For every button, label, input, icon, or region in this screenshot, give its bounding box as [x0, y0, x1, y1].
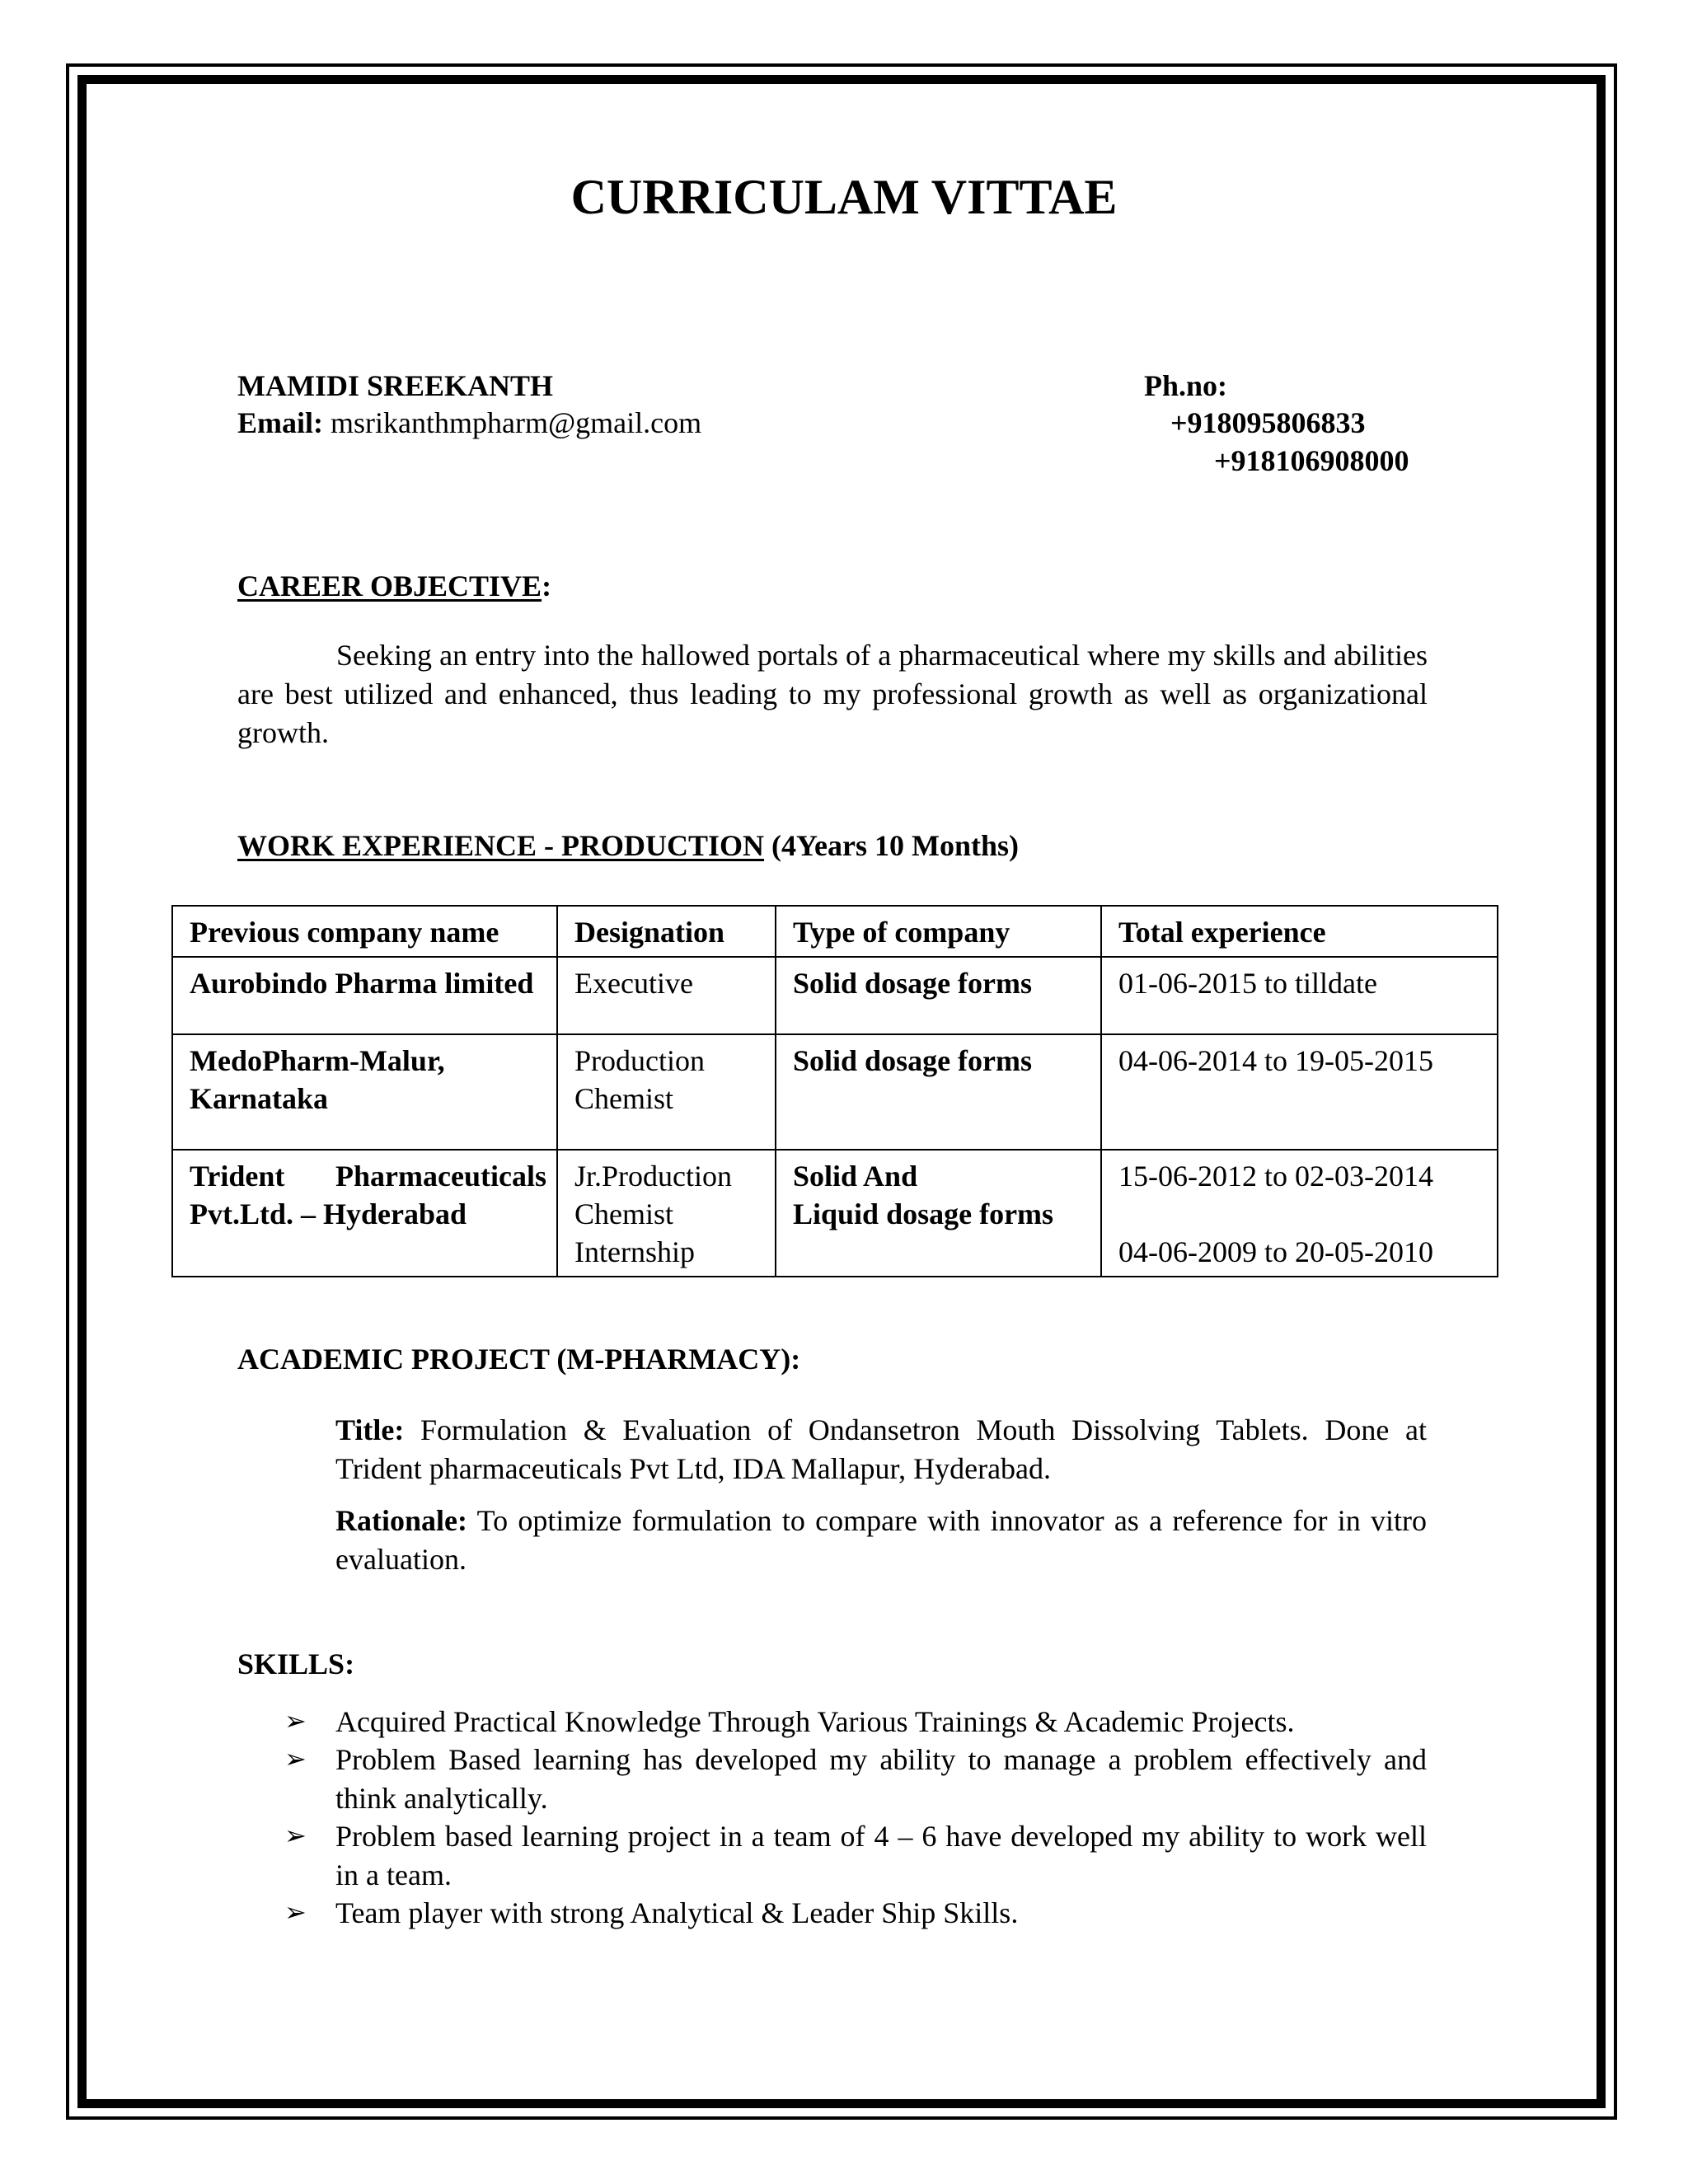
academic-project-title [335, 1411, 1427, 1488]
type-line: Liquid dosage forms [793, 1197, 1054, 1230]
academic-project-rationale [335, 1502, 1427, 1579]
designation-line: Chemist [574, 1197, 674, 1230]
career-objective-text: Seeking an entry into the hallowed portals of a pharmaceutical where my skills and abilities are best utilized and enhanced, thus leading to my professional growth as well as organizational growth. [237, 639, 1428, 749]
designation-line: Production [574, 1044, 705, 1077]
skill-item: Team player with strong Analytical & Leader Ship Skills. [335, 1896, 1019, 1929]
designation-cell: Executive [557, 957, 776, 1034]
document-title: CURRICULAM VITTAE [570, 170, 1118, 224]
bullet-arrow-icon: ➢ [284, 1821, 307, 1850]
experience-line: 04-06-2009 to 20-05-2010 [1118, 1235, 1433, 1268]
designation-line: Internship [574, 1235, 695, 1268]
company-cell: Aurobindo Pharma limited [172, 957, 557, 1034]
email-address: msrikanthmpharm@gmail.com [331, 406, 702, 439]
experience-cell: 04-06-2014 to 19-05-2015 [1101, 1034, 1498, 1150]
company-line: Pvt.Ltd. – Hyderabad [190, 1197, 467, 1230]
company-line: Karnataka [190, 1082, 329, 1115]
academic-project-heading: ACADEMIC PROJECT (M-PHARMACY): [237, 1343, 801, 1376]
career-objective-heading [237, 569, 551, 603]
career-objective-heading-text: CAREER OBJECTIVE [237, 569, 542, 602]
column-header-company: Previous company name [172, 906, 557, 957]
column-header-experience: Total experience [1101, 906, 1498, 957]
type-line: Solid And [793, 1160, 918, 1193]
bullet-arrow-icon: ➢ [284, 1706, 307, 1736]
phone-number-1: +918095806833 [1170, 406, 1366, 439]
email-line [237, 405, 701, 440]
designation-cell [557, 1034, 776, 1150]
skill-item: Problem Based learning has developed my ability to manage a problem effectively and think analytically. [335, 1743, 1427, 1815]
project-title-text: Formulation & Evaluation of Ondansetron Mouth Dissolving Tablets. Done at Trident pharmaceuticals Pvt Ltd, IDA Mallapur, Hyderabad. [335, 1413, 1428, 1485]
experience-gap [1118, 1195, 1487, 1233]
email-label: Email: [237, 406, 323, 439]
career-objective-colon: : [542, 569, 552, 602]
designation-line: Jr.Production [574, 1160, 733, 1193]
skills-heading: SKILLS: [237, 1647, 355, 1680]
designation-cell [557, 1150, 776, 1277]
phone-label: Ph.no: [1144, 369, 1228, 402]
designation-line: Chemist [574, 1082, 674, 1115]
bullet-arrow-icon: ➢ [284, 1744, 307, 1774]
project-rationale-text: To optimize formulation to compare with innovator as a reference for in vitro evaluation. [335, 1504, 1427, 1576]
project-title-label: Title: [335, 1413, 405, 1446]
table-row [172, 1150, 1498, 1277]
company-line: MedoPharm-Malur, [190, 1044, 445, 1077]
company-cell [172, 1034, 557, 1150]
applicant-name: MAMIDI SREEKANTH [237, 369, 554, 402]
company-line: Trident Pharmaceuticals [190, 1160, 546, 1193]
experience-line: 15-06-2012 to 02-03-2014 [1118, 1160, 1433, 1193]
type-cell: Solid dosage forms [776, 957, 1101, 1034]
company-cell [172, 1150, 557, 1277]
type-cell [776, 1150, 1101, 1277]
column-header-designation: Designation [557, 906, 776, 957]
experience-cell: 01-06-2015 to tilldate [1101, 957, 1498, 1034]
table-header-row [172, 906, 1498, 957]
table-row [172, 957, 1498, 1034]
work-experience-duration: (4Years 10 Months) [771, 829, 1020, 862]
column-header-type: Type of company [776, 906, 1101, 957]
table-row [172, 1034, 1498, 1150]
work-experience-heading-text: WORK EXPERIENCE - PRODUCTION [237, 829, 765, 862]
phone-number-2: +918106908000 [1214, 444, 1409, 477]
skill-item: Acquired Practical Knowledge Through Various Trainings & Academic Projects. [335, 1705, 1295, 1738]
skill-item: Problem based learning project in a team of 4 – 6 have developed my ability to work well in a team. [335, 1820, 1427, 1891]
work-experience-heading [237, 828, 1019, 863]
bullet-arrow-icon: ➢ [284, 1897, 307, 1927]
experience-cell [1101, 1150, 1498, 1277]
project-rationale-label: Rationale: [335, 1504, 467, 1537]
type-cell: Solid dosage forms [776, 1034, 1101, 1150]
work-experience-table [171, 905, 1498, 1277]
